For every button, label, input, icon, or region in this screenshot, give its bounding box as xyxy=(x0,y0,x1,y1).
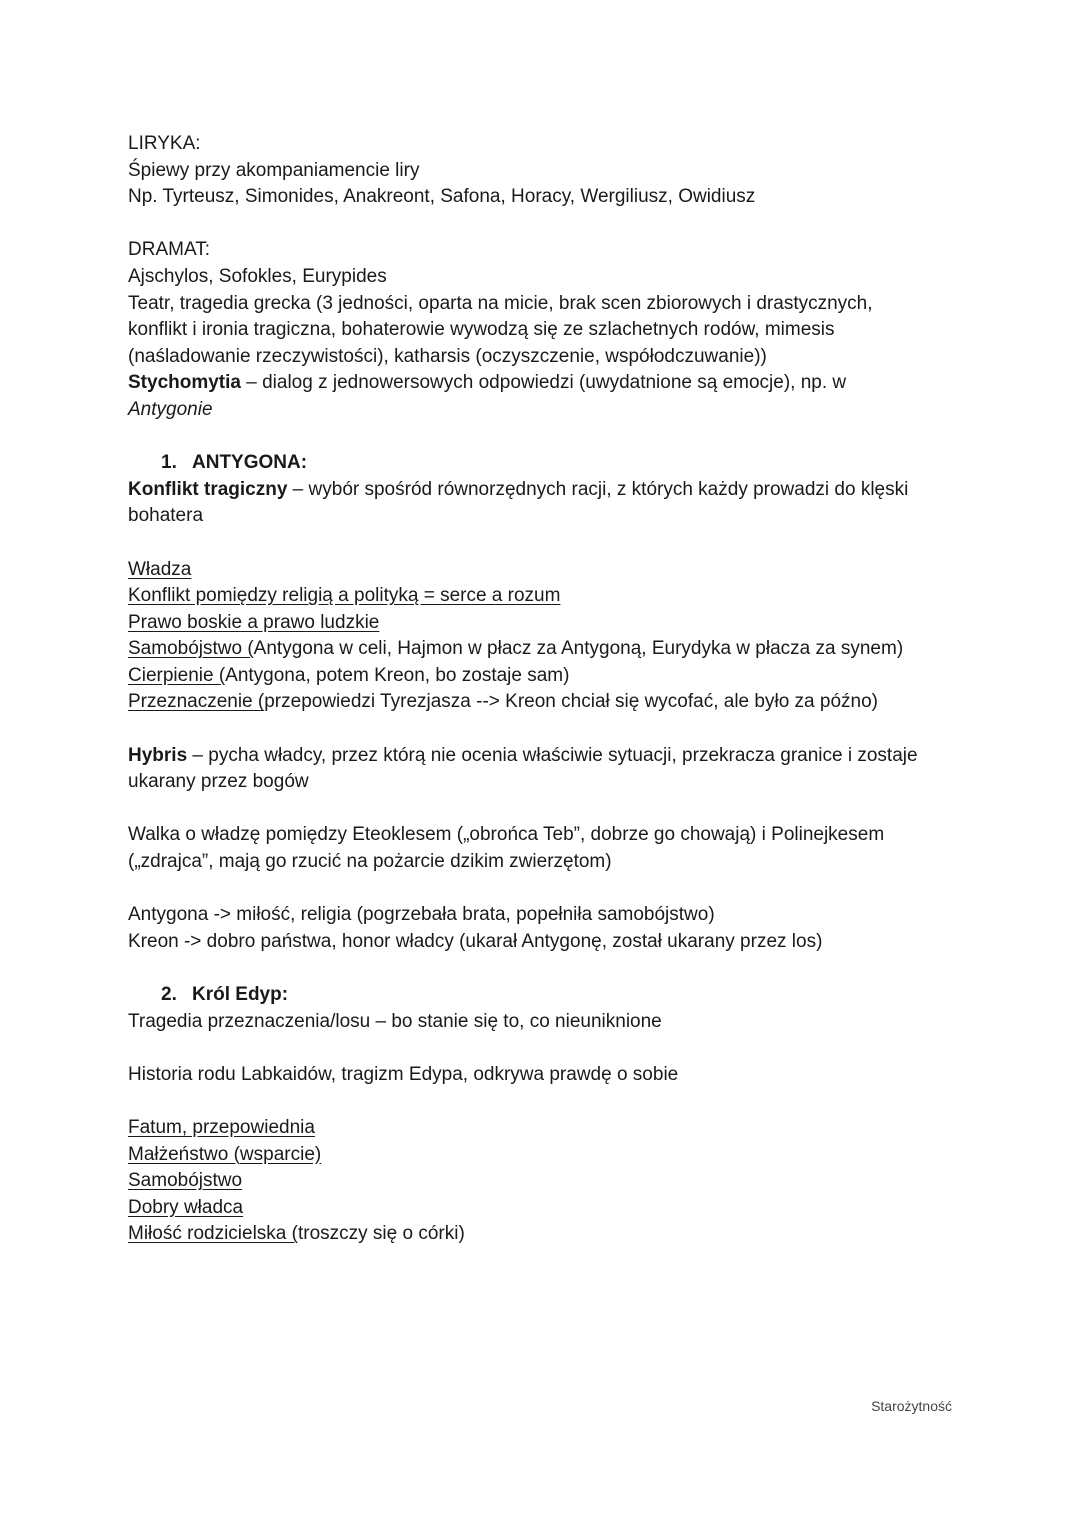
teatr-line: Teatr, tragedia grecka (3 jedności, oparta na micie, brak scen zbiorowych i drastycznych, xyxy=(128,292,873,314)
edyp-historia: Historia rodu Labkaidów, tragizm Edypa, odkrywa prawdę o sobie xyxy=(128,1063,679,1085)
document-body xyxy=(128,131,968,1248)
stychomytia-term: Stychomytia xyxy=(128,372,241,394)
motif-item xyxy=(128,1221,968,1248)
stychomytia-definition: – dialog z jednowersowych odpowiedzi (uwydatnione są emocje), np. w xyxy=(240,372,847,394)
motif-item xyxy=(128,1195,968,1222)
dramat-heading: DRAMAT: xyxy=(128,239,210,261)
motif-note: troszczy się o córki) xyxy=(297,1223,465,1245)
hybris-term: Hybris xyxy=(128,744,188,766)
motif-item xyxy=(128,610,968,637)
motif-term: Samobójstwo ( xyxy=(128,638,254,660)
liryka-definition: Śpiewy przy akompaniamencie liry xyxy=(128,159,420,181)
hybris-line-2: ukarany przez bogów xyxy=(128,771,309,793)
motif-term: Konflikt pomiędzy religią a polityką = serce a rozum xyxy=(128,585,561,607)
konflikt-line xyxy=(128,477,968,504)
motif-item xyxy=(128,583,968,610)
motif-term: Fatum, przepowiednia xyxy=(128,1116,315,1138)
motif-term: Małżeństwo ( xyxy=(128,1143,240,1165)
antygona-summary: Antygona -> miłość, religia (pogrzebała brata, popełniła samobójstwo) xyxy=(128,904,715,926)
antygona-title: ANTYGONA: xyxy=(192,452,308,474)
motif-item xyxy=(128,1115,968,1142)
konflikt-term: Konflikt tragiczny xyxy=(128,478,288,500)
motif-term: Prawo boskie a prawo ludzkie xyxy=(128,611,380,633)
motif-item xyxy=(128,1142,968,1169)
motif-note: wsparcie) xyxy=(239,1143,322,1165)
dramat-authors: Ajschylos, Sofokles, Eurypides xyxy=(128,265,387,287)
edyp-title: Król Edyp: xyxy=(192,984,289,1005)
edyp-tragedia: Tragedia przeznaczenia/losu – bo stanie się to, co nieuniknione xyxy=(128,1010,662,1032)
konflikt-definition: – wybór spośród równorzędnych racji, z których każdy prowadzi do klęski xyxy=(287,478,909,500)
motif-term: Przeznaczenie ( xyxy=(128,691,265,713)
antygona-heading xyxy=(128,450,968,477)
list-number: 1. xyxy=(161,452,177,474)
motif-item xyxy=(128,663,968,690)
motif-term: Cierpienie ( xyxy=(128,664,226,686)
motif-note: przepowiedzi Tyrezjasza --> Kreon chciał się wycofać, ale było za późno) xyxy=(264,691,878,713)
walka-line: Walka o władzę pomiędzy Eteoklesem („obrońca Teb”, dobrze go chowają) i Polinejkesem xyxy=(128,824,885,846)
motif-term: Samobójstwo xyxy=(128,1170,243,1192)
motif-term: Miłość rodzicielska ( xyxy=(128,1223,298,1245)
hybris-line xyxy=(128,743,968,770)
motif-item xyxy=(128,689,968,716)
motif-note: Antygona w celi, Hajmon w płacz za Antygoną, Eurydyka w płacza za synem) xyxy=(253,638,904,660)
teatr-line: (naśladowanie rzeczywistości), katharsis (oczyszczenie, współodczuwanie)) xyxy=(128,345,767,367)
hybris-definition: – pycha władcy, przez którą nie ocenia właściwie sytuacji, przekracza granice i zostaje xyxy=(187,744,918,766)
motif-item xyxy=(128,1168,968,1195)
teatr-line: konflikt i ironia tragiczna, bohaterowie wywodzą się ze szlachetnych rodów, mimesis xyxy=(128,319,835,341)
stychomytia-line xyxy=(128,370,968,397)
motif-item xyxy=(128,557,968,584)
motif-item xyxy=(128,636,968,663)
liryka-examples: Np. Tyrteusz, Simonides, Anakreont, Safona, Horacy, Wergiliusz, Owidiusz xyxy=(128,186,756,208)
stychomytia-example: Antygonie xyxy=(128,398,213,420)
motif-term: Dobry władca xyxy=(128,1196,244,1218)
kreon-summary: Kreon -> dobro państwa, honor władcy (ukarał Antygonę, został ukarany przez los) xyxy=(128,930,823,952)
walka-line-2: („zdrajca”, mają go rzucić na pożarcie dzikim zwierzętom) xyxy=(128,851,612,873)
list-number: 2. xyxy=(161,984,177,1005)
edyp-heading xyxy=(128,982,968,1009)
konflikt-line-2: bohatera xyxy=(128,505,204,527)
motif-note: Antygona, potem Kreon, bo zostaje sam) xyxy=(225,664,570,686)
liryka-heading: LIRYKA: xyxy=(128,133,201,154)
motif-term: Władza xyxy=(128,558,192,580)
page-footer: Starożytność xyxy=(871,1398,952,1414)
